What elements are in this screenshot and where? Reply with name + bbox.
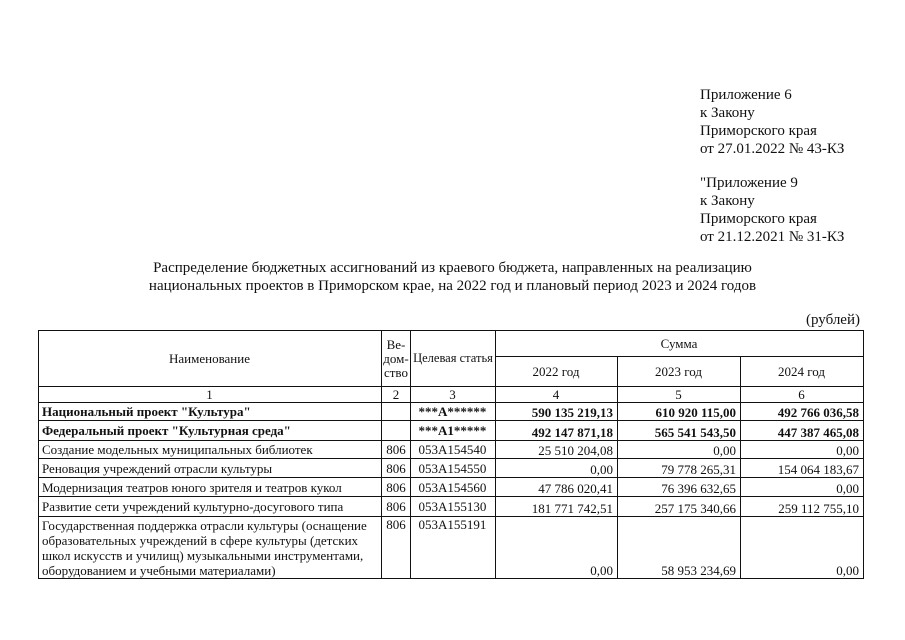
row-value-2024: 259 112 755,10 bbox=[741, 497, 864, 517]
table-row bbox=[39, 497, 864, 517]
column-number: 3 bbox=[411, 387, 496, 403]
row-name bbox=[39, 478, 382, 497]
table-header-row bbox=[39, 331, 864, 357]
appendix-9-block bbox=[700, 174, 844, 246]
row-name-line: Государственная поддержка отрасли культуры (оснащение bbox=[42, 518, 367, 533]
header-year-2022: 2022 год bbox=[496, 357, 618, 387]
row-name bbox=[39, 421, 382, 441]
row-name-line: Реновация учреждений отрасли культуры bbox=[42, 460, 273, 476]
row-name bbox=[39, 497, 382, 517]
row-name-line: Национальный проект "Культура" bbox=[42, 404, 251, 419]
row-name-line: Федеральный проект "Культурная среда" bbox=[42, 423, 291, 438]
column-number: 1 bbox=[39, 387, 382, 403]
appendix-6-line: Приложение 6 bbox=[700, 87, 792, 103]
appendix-6-line: от 27.01.2022 № 43-КЗ bbox=[700, 141, 845, 157]
column-number: 5 bbox=[618, 387, 741, 403]
row-name-line: школ искусств и училищ) музыкальными инструментами, bbox=[42, 548, 364, 563]
appendix-6-line: к Закону bbox=[700, 105, 755, 121]
row-value-2023: 79 778 265,31 bbox=[618, 459, 741, 478]
row-value-2022: 590 135 219,13 bbox=[496, 403, 618, 421]
row-value-2023: 58 953 234,69 bbox=[618, 517, 741, 579]
row-value-2022: 0,00 bbox=[496, 517, 618, 579]
row-target-article: 053A154540 bbox=[411, 441, 496, 459]
table-row bbox=[39, 478, 864, 497]
row-value-2023: 257 175 340,66 bbox=[618, 497, 741, 517]
units-label: (рублей) bbox=[805, 312, 860, 328]
table-row bbox=[39, 517, 864, 579]
row-name-line: образовательных учреждений в сфере культуры (детских bbox=[42, 533, 359, 548]
row-target-article: ***A****** bbox=[411, 403, 496, 421]
header-year-2023: 2023 год bbox=[618, 357, 741, 387]
row-value-2024: 447 387 465,08 bbox=[741, 421, 864, 441]
header-sum: Сумма bbox=[496, 331, 864, 357]
row-value-2022: 492 147 871,18 bbox=[496, 421, 618, 441]
row-value-2022: 0,00 bbox=[496, 459, 618, 478]
row-department: 806 bbox=[382, 517, 411, 579]
row-name bbox=[39, 517, 382, 579]
row-target-article: 053A155191 bbox=[411, 517, 496, 579]
table-row bbox=[39, 441, 864, 459]
row-value-2024: 154 064 183,67 bbox=[741, 459, 864, 478]
header-year-2024: 2024 год bbox=[741, 357, 864, 387]
table-row bbox=[39, 403, 864, 421]
row-value-2024: 0,00 bbox=[741, 441, 864, 459]
row-value-2023: 76 396 632,65 bbox=[618, 478, 741, 497]
row-name bbox=[39, 459, 382, 478]
header-name: Наименование bbox=[39, 331, 382, 387]
appendix-9-line: "Приложение 9 bbox=[700, 175, 798, 191]
row-department bbox=[382, 403, 411, 421]
appendix-9-line: Приморского края bbox=[700, 211, 817, 227]
row-name-line: Создание модельных муниципальных библиотек bbox=[42, 442, 313, 457]
appendix-6-block bbox=[700, 86, 844, 158]
header-department-line: Ве- bbox=[386, 336, 406, 352]
table-row bbox=[39, 459, 864, 478]
appendix-9-line: от 21.12.2021 № 31-КЗ bbox=[700, 229, 845, 245]
row-value-2022: 181 771 742,51 bbox=[496, 497, 618, 517]
row-department: 806 bbox=[382, 497, 411, 517]
row-value-2023: 565 541 543,50 bbox=[618, 421, 741, 441]
document-title-line: Распределение бюджетных ассигнований из краевого бюджета, направленных на реализацию bbox=[153, 260, 752, 276]
row-name-line: Развитие сети учреждений культурно-досугового типа bbox=[42, 499, 344, 514]
row-name bbox=[39, 441, 382, 459]
appendix-6-line: Приморского края bbox=[700, 123, 817, 139]
row-name-line: Модернизация театров юного зрителя и театров кукол bbox=[42, 479, 342, 495]
row-name-line: оборудованием и учебными материалами) bbox=[42, 563, 276, 578]
header-department bbox=[382, 331, 411, 387]
row-value-2024: 0,00 bbox=[741, 478, 864, 497]
row-target-article: 053A155130 bbox=[411, 497, 496, 517]
row-department bbox=[382, 421, 411, 441]
row-value-2024: 492 766 036,58 bbox=[741, 403, 864, 421]
row-target-article: ***A1***** bbox=[411, 421, 496, 441]
row-value-2023: 610 920 115,00 bbox=[618, 403, 741, 421]
appendix-9-line: к Закону bbox=[700, 193, 755, 209]
row-value-2022: 25 510 204,08 bbox=[496, 441, 618, 459]
column-number: 6 bbox=[741, 387, 864, 403]
column-number: 4 bbox=[496, 387, 618, 403]
header-department-line: ство bbox=[383, 364, 408, 380]
table-column-numbers-row bbox=[39, 387, 864, 403]
row-value-2023: 0,00 bbox=[618, 441, 741, 459]
row-department: 806 bbox=[382, 459, 411, 478]
row-value-2022: 47 786 020,41 bbox=[496, 478, 618, 497]
column-number: 2 bbox=[382, 387, 411, 403]
row-department: 806 bbox=[382, 478, 411, 497]
header-target-article: Целевая статья bbox=[411, 331, 496, 387]
document-title bbox=[0, 259, 905, 295]
row-value-2024: 0,00 bbox=[741, 517, 864, 579]
row-target-article: 053A154560 bbox=[411, 478, 496, 497]
budget-table bbox=[38, 330, 864, 579]
row-department: 806 bbox=[382, 441, 411, 459]
row-name bbox=[39, 403, 382, 421]
table-row bbox=[39, 421, 864, 441]
header-department-line: дом- bbox=[383, 350, 409, 366]
row-target-article: 053A154550 bbox=[411, 459, 496, 478]
document-title-line: национальных проектов в Приморском крае, на 2022 год и плановый период 2023 и 2024 годов bbox=[148, 278, 757, 294]
